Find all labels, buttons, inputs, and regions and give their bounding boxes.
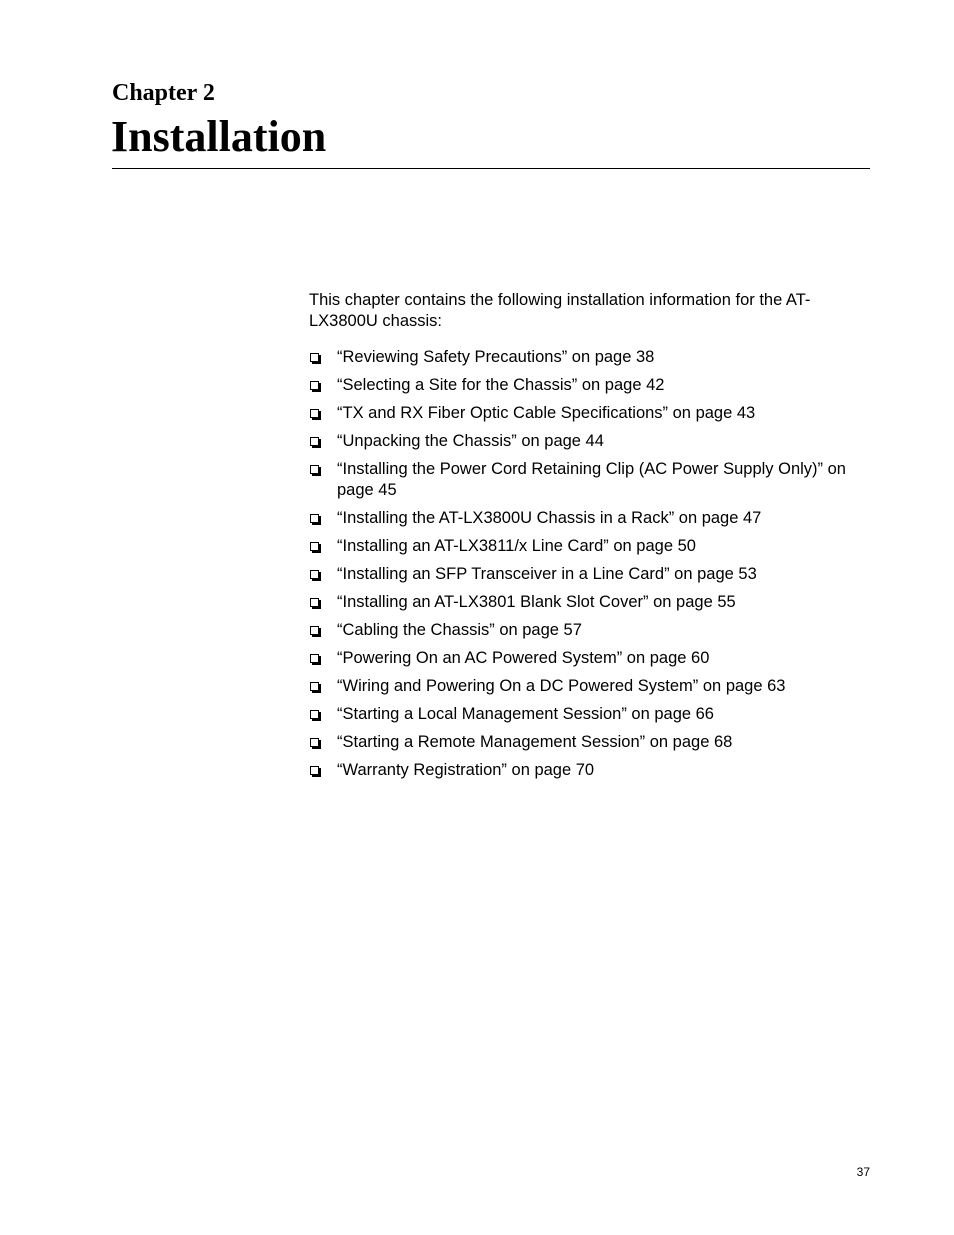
checkbox-bullet-icon bbox=[310, 381, 319, 390]
list-item-label: “Wiring and Powering On a DC Powered System” on page 63 bbox=[337, 676, 786, 695]
checkbox-bullet-icon bbox=[310, 626, 319, 635]
checkbox-bullet-icon bbox=[310, 542, 319, 551]
list-item bbox=[309, 620, 870, 641]
chapter-label: Chapter 2 bbox=[112, 80, 215, 106]
list-item bbox=[309, 536, 870, 557]
checkbox-bullet-icon bbox=[310, 738, 319, 747]
list-item bbox=[309, 648, 870, 669]
checkbox-bullet-icon bbox=[310, 654, 319, 663]
list-item bbox=[309, 564, 870, 585]
list-item-label: “Installing the AT-LX3800U Chassis in a Rack” on page 47 bbox=[337, 508, 762, 527]
list-item-label: “Reviewing Safety Precautions” on page 38 bbox=[337, 348, 655, 366]
checkbox-bullet-icon bbox=[310, 465, 319, 474]
chapter-contents-list bbox=[309, 347, 870, 788]
page-number: 37 bbox=[856, 1165, 870, 1179]
checkbox-bullet-icon bbox=[310, 353, 319, 362]
title-divider bbox=[112, 168, 870, 169]
list-item-label: “Warranty Registration” on page 70 bbox=[337, 760, 595, 779]
list-item bbox=[309, 347, 870, 368]
list-item-label: “Installing an SFP Transceiver in a Line Card” on page 53 bbox=[337, 564, 757, 583]
checkbox-bullet-icon bbox=[310, 409, 319, 418]
chapter-title: Installation bbox=[111, 112, 327, 161]
list-item-label: “Unpacking the Chassis” on page 44 bbox=[337, 432, 604, 450]
list-item-label: “Installing the Power Cord Retaining Clip (AC Power Supply Only)” on page 45 bbox=[337, 460, 846, 499]
list-item-label: “Selecting a Site for the Chassis” on page 42 bbox=[337, 376, 665, 394]
checkbox-bullet-icon bbox=[310, 766, 319, 775]
list-item bbox=[309, 403, 870, 424]
list-item bbox=[309, 375, 870, 396]
list-item bbox=[309, 760, 870, 781]
checkbox-bullet-icon bbox=[310, 710, 319, 719]
list-item bbox=[309, 592, 870, 613]
checkbox-bullet-icon bbox=[310, 514, 319, 523]
intro-paragraph: This chapter contains the following installation information for the AT-LX3800U chassis: bbox=[309, 291, 811, 330]
list-item bbox=[309, 704, 870, 725]
list-item bbox=[309, 508, 870, 529]
list-item bbox=[309, 676, 870, 697]
list-item-label: “Starting a Remote Management Session” on page 68 bbox=[337, 732, 733, 751]
list-item-label: “Installing an AT-LX3811/x Line Card” on page 50 bbox=[337, 536, 696, 555]
checkbox-bullet-icon bbox=[310, 570, 319, 579]
list-item bbox=[309, 431, 870, 452]
list-item-label: “TX and RX Fiber Optic Cable Specifications” on page 43 bbox=[337, 404, 756, 422]
checkbox-bullet-icon bbox=[310, 598, 319, 607]
checkbox-bullet-icon bbox=[310, 682, 319, 691]
list-item-label: “Cabling the Chassis” on page 57 bbox=[337, 620, 582, 639]
list-item bbox=[309, 459, 870, 500]
list-item bbox=[309, 732, 870, 753]
list-item-label: “Starting a Local Management Session” on page 66 bbox=[337, 704, 714, 723]
list-item-label: “Powering On an AC Powered System” on page 60 bbox=[337, 648, 710, 667]
list-item-label: “Installing an AT-LX3801 Blank Slot Cover” on page 55 bbox=[337, 592, 736, 611]
checkbox-bullet-icon bbox=[310, 437, 319, 446]
